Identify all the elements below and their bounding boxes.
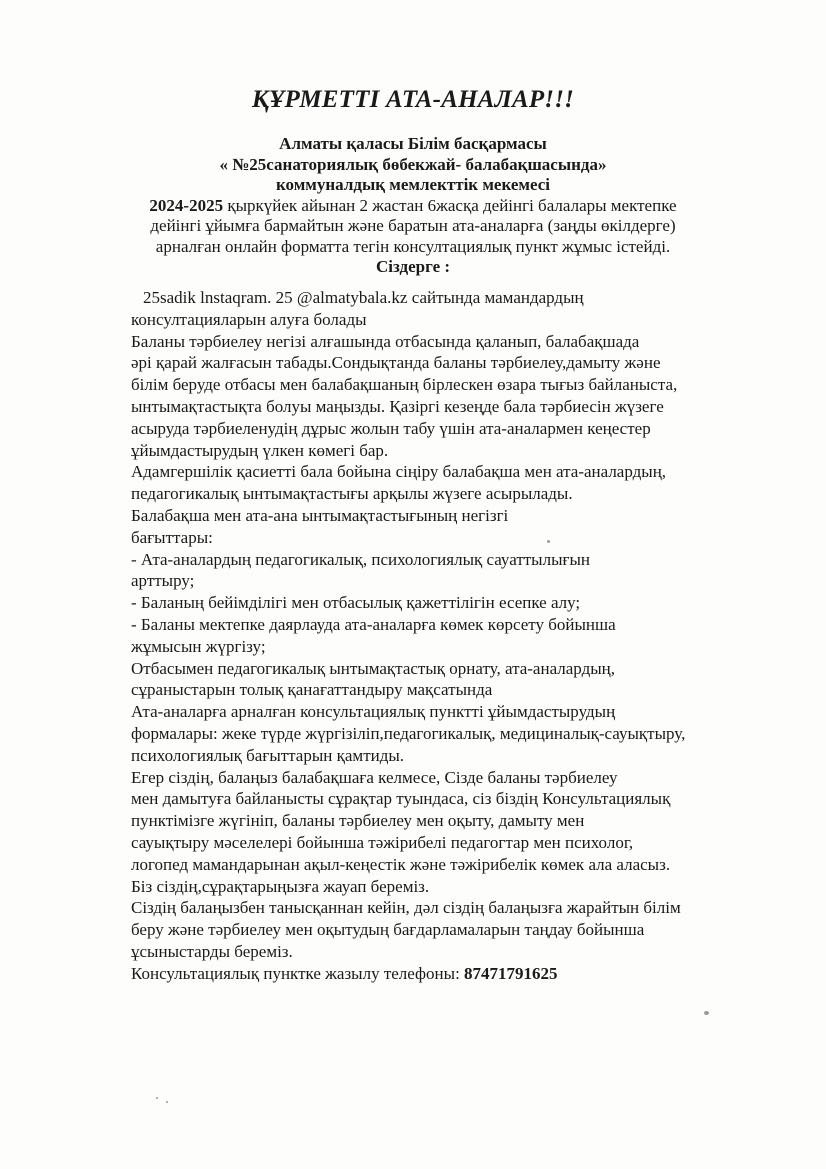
body-line: консултацияларын алуға болады xyxy=(131,309,367,329)
body-line: педагогикалық ынтымақтастығы арқылы жүзеге асырылады. xyxy=(131,484,573,504)
body-line: - Баланы мектепке даярлауда ата-аналарға көмек көрсету бойынша xyxy=(131,614,616,634)
body-line: арттыру; xyxy=(131,571,195,591)
header-line-6: арналған онлайн форматта тегін консултациялық пункт жұмыс істейді. xyxy=(155,236,671,256)
body-line: білім беруде отбасы мен балабақшаның бірлескен өзара тығыз байланыста, xyxy=(131,375,678,395)
body-line: Біз сіздің,сұрақтарыңызға жауап береміз. xyxy=(131,876,430,896)
scan-speck xyxy=(156,1097,158,1099)
body-line: асыруда тәрбиеленудің дұрыс жолын табу үшін ата-аналармен кеңестер xyxy=(131,418,651,438)
body-line: Отбасымен педагогикалық ынтымақтастық орнату, ата-аналардың, xyxy=(131,658,615,678)
header-line-3: коммуналдық мемлекттік мекемесі xyxy=(275,175,550,194)
header-year: 2024-2025 xyxy=(149,195,224,215)
body-line: әрі қарай жалғасын табады.Сондықтанда баланы тәрбиелеу,дамыту және xyxy=(131,353,661,373)
body-line: беру және тәрбиелеу мен оқытудың бағдарламаларын таңдау бойынша xyxy=(131,920,645,940)
body-line: формалары: жеке түрде жүргізіліп,педагогикалық, медициналық-сауықтыру, xyxy=(131,723,686,743)
body-line: пунктімізге жүгініп, баланы тәрбиелеу мен оқыту, дамыту мен xyxy=(131,811,585,831)
body-line: Балабақша мен ата-ана ынтымақтастығының негізгі xyxy=(131,505,509,525)
document-header xyxy=(0,134,826,278)
header-line-2: « №25санаториялық бөбекжай- балабақшасында» xyxy=(219,154,607,174)
phone-label: Консультациялық пунктке жазылу телефоны: xyxy=(131,963,465,983)
body-line: - Ата-аналардың педагогикалық, психологиялық сауаттылығын xyxy=(131,549,590,569)
scan-speck xyxy=(166,1101,168,1103)
body-line: Егер сіздің, балаңыз балабақшаға келмесе, Сізде баланы тәрбиелеу xyxy=(131,767,618,787)
body-line: психологиялық бағыттарын қамтиды. xyxy=(131,745,405,765)
body-line: Ата-аналарға арналған консультациялық пунктті ұйымдастырудың xyxy=(131,702,616,722)
header-line-5: дейінгі ұйымға бармайтын және баратын ата-аналарға (заңды өкілдерге) xyxy=(150,216,676,235)
body-line: ынтымақтастықта болуы маңызды. Қазіргі кезеңде бала тәрбиесін жүзеге xyxy=(131,396,664,416)
body-line: ұсыныстарды береміз. xyxy=(131,941,293,961)
body-line: - Баланың бейімділігі мен отбасылық қажеттілігін есепке алу; xyxy=(131,593,581,613)
body-line: жұмысын жүргізу; xyxy=(131,636,266,656)
body-line: Баланы тәрбиелеу негізі алғашында отбасында қаланып, балабақшада xyxy=(131,331,640,351)
body-line: 25sadik lnstaqram. 25 @almatybala.kz сайтында мамандардың xyxy=(143,288,584,307)
scan-speck xyxy=(704,1011,709,1015)
page-title: ҚҰРМЕТТІ АТА-АНАЛАР!!! xyxy=(251,86,575,113)
body-line: Сіздің балаңызбен танысқаннан кейін, дәл сіздің балаңызға жарайтын білім xyxy=(131,898,681,918)
body-line: сауықтыру мәселелері бойынша тәжірибелі педагогтар мен психолог, xyxy=(131,832,634,852)
body-line: Адамгершілік қасиетті бала бойына сіңіру балабақша мен ата-аналардың, xyxy=(131,462,667,482)
body-line: ұйымдастырудың үлкен көмегі бар. xyxy=(131,440,389,460)
phone-number: 87471791625 xyxy=(464,963,558,983)
body-line: сұраныстарын толық қанағаттандыру мақсатында xyxy=(131,680,493,700)
body-line: бағыттары: xyxy=(131,527,213,547)
header-line-1: Алматы қаласы Білім басқармасы xyxy=(279,134,547,153)
header-line-4 xyxy=(0,196,826,217)
phone-line xyxy=(131,963,811,985)
header-line-4-text: қыркүйек айынан 2 жастан 6жасқа дейінгі балалары мектепке xyxy=(223,195,677,215)
header-line-7: Сіздерге : xyxy=(375,257,451,276)
document-body xyxy=(131,287,811,985)
body-line: логопед мамандарынан ақыл-кеңестік және тәжірибелік көмек ала аласыз. xyxy=(131,854,671,874)
body-line: мен дамытуға байланысты сұрақтар туындаса, сіз біздің Консультациялық xyxy=(131,789,671,809)
scan-speck xyxy=(547,540,550,543)
